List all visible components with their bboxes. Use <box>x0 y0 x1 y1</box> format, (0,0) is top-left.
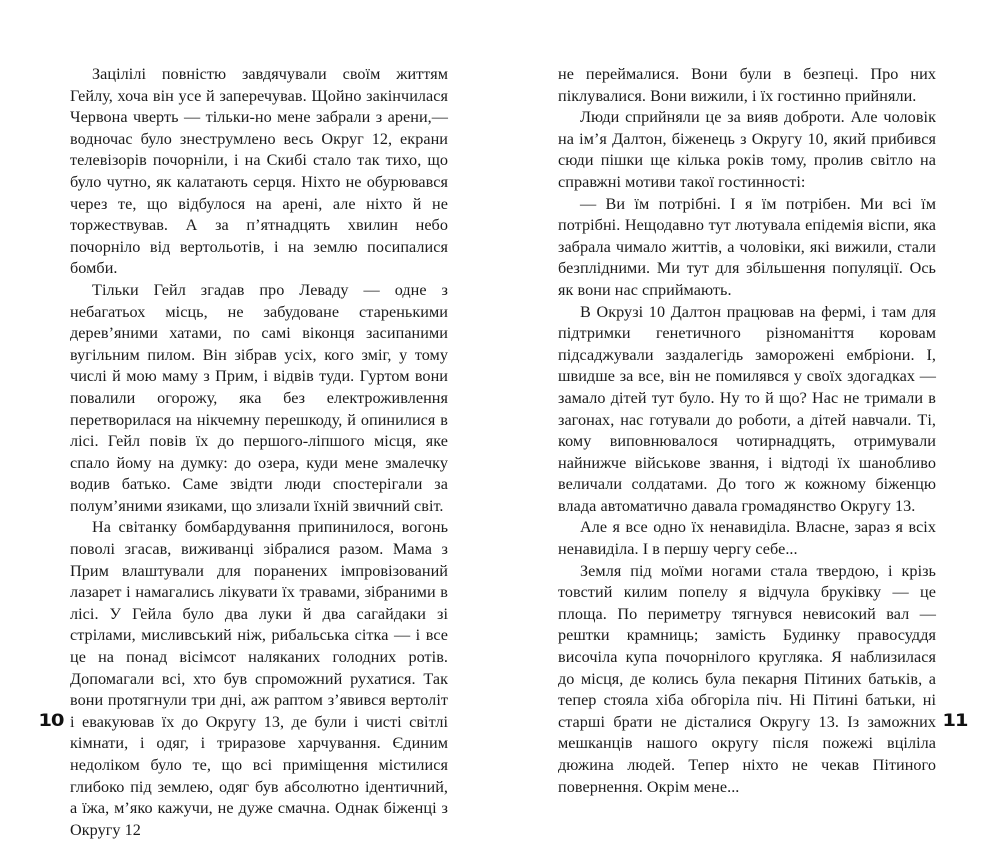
left-page <box>70 64 448 841</box>
page-number-left: 10 <box>38 711 64 731</box>
paragraph: Зацілілі повністю завдячували своїм життям Гейлу, хоча він усе й заперечував. Щойно закінчилася Червона чверть — тільки-но мене забрали з арени,— водночас було знеструмлено весь Округ 12, екрани телевізорів почорніли, і на Скибі стало так тихо, що було чутно, як калатають серця. Ніхто не обурювався через те, що відбулося на арені, але ніхто й не торжествував. А за п’ятнадцять хвилин небо почорніло від вертольотів, і на землю посипалися бомби. <box>70 65 448 278</box>
paragraph: В Окрузі 10 Далтон працював на фермі, і там для підтримки генетичного різноманіття коровам підсаджували заздалегідь заморожені ембріони. І, швидше за все, він не помилявся у своїх здогадках — замало дітей тут було. Ну то й що? Нас не тримали в загонах, нас готували до роботи, а дітей навчали. Ті, кому виповнювалося чотирнадцять, отримували найнижче військове звання, і відтоді їх шанобливо величали солдатами. До того ж кожному біженцю влада автоматично давала громадянство Округу 13. <box>558 302 936 515</box>
paragraph: — Ви їм потрібні. І я їм потрібен. Ми всі їм потрібні. Нещодавно тут лютувала епідемія віспи, яка забрала чимало життів, а чоловіки, які вижили, стали безплідними. Ми тут для збільшення популяції. Ось як вони нас сприймають. <box>558 194 936 299</box>
paragraph: Тільки Гейл згадав про Леваду — одне з небагатьох місць, не забудоване старенькими дерев’яними хатами, по самі віконця засипаними вугільним пилом. Він зібрав усіх, кого зміг, у тому числі й мою маму з Прим, і відвів туди. Гуртом вони повалили огорожу, яка без електроживлення перетворилася на нікчемну перешкоду, й опинилися в лісі. Гейл повів їх до першого-ліпшого місця, яке спало йому на думку: до озера, куди мене змалечку водив батько. Саме звідти люди спостерігали за полум’яними язиками, що злизали їхній звичний світ. <box>70 280 448 515</box>
paragraph: Але я все одно їх ненавиділа. Власне, зараз я всіх ненавиділа. І в першу чергу себе... <box>558 518 936 559</box>
paragraph: На світанку бомбардування припинилося, вогонь поволі згасав, виживанці зібралися разом. Мама з Прим влаштували для поранених імпровізований лазарет і намагались лікувати їх травами, зібраними в лісі. У Гейла було два луки й два сагайдаки зі стрілами, мисливський ніж, рибальська сітка — і все це на понад вісімсот наляканих голодних ротів. Допомагали всі, хто був спроможний рухатися. Так вони протягнули три дні, аж раптом з’явився вертоліт і евакуював їх до Округу 13, де були і чисті світлі кімнати, і одяг, і триразове харчування. Єдиним недоліком було те, що всі приміщення містилися глибоко під землею, одяг був абсолютно ідентичний, а їжа, м’яко кажучи, не дуже смачна. Однак біженці з Округу 12 <box>70 518 448 839</box>
paragraph: не переймалися. Вони були в безпеці. Про них піклувалися. Вони вижили, і їх гостинно прийняли. <box>558 65 936 105</box>
page-number-right: 11 <box>942 711 968 731</box>
right-page <box>558 64 936 798</box>
paragraph: Люди сприйняли це за вияв доброти. Але чоловік на ім’я Далтон, біженець з Округу 10, який прибився сюди пішки ще кілька років тому, пролив світло на справжні мотиви такої гостинності: <box>558 108 936 191</box>
paragraph: Земля під моїми ногами стала твердою, і крізь товстий килим попелу я відчула бруківку — це площа. По периметру тягнувся невисокий вал — рештки крамниць; замість Будинку правосуддя височіла купа почорнілого кругляка. Я наблизилася до місця, де колись була пекарня Пітиних батьків, а тепер стояла хіба обгоріла піч. Ні Пітині батьки, ні старші брати не дісталися Округу 13. Із заможних мешканців нашого округу після пожежі вціліла дюжина людей. Тепер ніхто не чекав Пітиного повернення. Окрім мене... <box>558 561 936 796</box>
